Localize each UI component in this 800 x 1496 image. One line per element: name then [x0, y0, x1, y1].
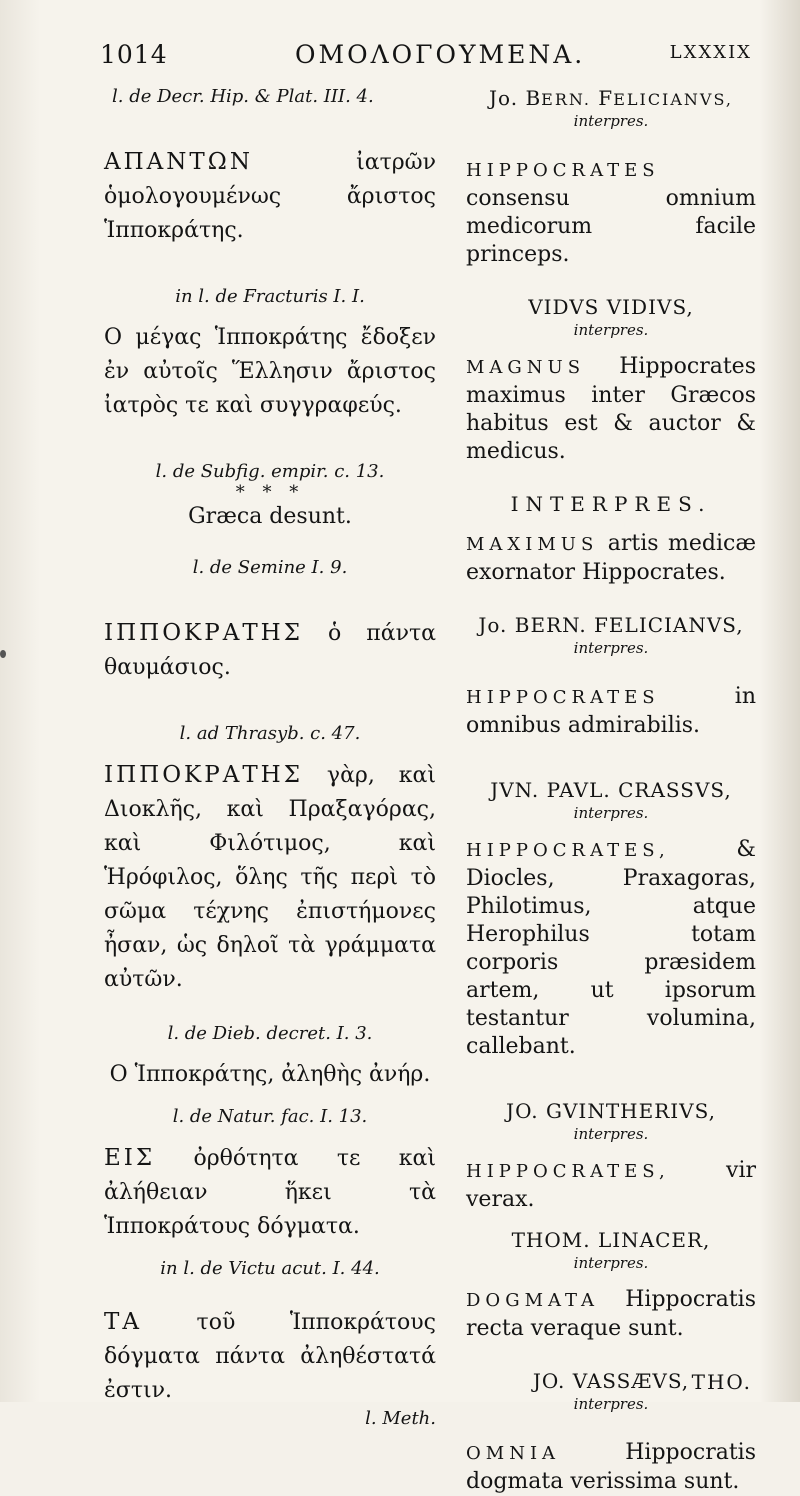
source-reference: l. de Dieb. decret. I. 3. — [167, 1023, 373, 1044]
latin-translation — [466, 1286, 756, 1343]
interpreter-name — [466, 86, 756, 110]
latin-initial-word: DOGMATA — [466, 1290, 600, 1311]
interpreter-role: interpres. — [573, 112, 649, 130]
interpreter-name: JVN. PAVL. CRASSVS, — [490, 778, 732, 802]
latin-text: artis medicæ exornator Hippocrates. — [466, 531, 756, 585]
latin-translation — [466, 836, 756, 1061]
interpreter-name-part: Jo. B — [489, 86, 542, 110]
greek-column — [104, 86, 436, 1429]
interpreter-role: interpres. — [573, 321, 649, 339]
interpreter-name: JO. VASSÆVS, — [532, 1369, 690, 1393]
greek-initial-word: ΤΑ — [104, 1309, 142, 1335]
greek-quote — [104, 145, 436, 248]
latin-translation — [466, 1157, 756, 1214]
interpreter-heading: INTERPRES. — [510, 492, 712, 516]
interpreter-name: VIDVS VIDIVS, — [528, 295, 694, 319]
interpreter-name-part: F — [590, 86, 614, 110]
interpreter-role: interpres. — [573, 639, 649, 657]
latin-translation — [466, 683, 756, 740]
interpreter-name-part: ERN. — [541, 90, 591, 109]
interpreter-role: interpres. — [573, 1254, 649, 1272]
folio-number: LXXXIX — [669, 42, 752, 63]
greek-initial-word: ΑΠΑΝΤΩΝ — [104, 149, 253, 175]
greek-initial-word: ΕΙΣ — [104, 1145, 156, 1171]
interpreter-name: Jo. BERN. FELICIANVS, — [478, 613, 744, 637]
latin-initial-word: MAGNUS — [466, 357, 586, 378]
interpreter-role: interpres. — [573, 1125, 649, 1143]
latin-translation — [466, 1439, 756, 1496]
interpreter-role: interpres. — [573, 1395, 649, 1413]
latin-initial-word: OMNIA — [466, 1443, 561, 1464]
greek-text: τοῦ Ἱπποκράτους δόγματα πάντα ἀληθέστατά ἐστιν. — [104, 1310, 436, 1403]
latin-text: Hippocratis dogmata verissima sunt. — [466, 1440, 756, 1494]
latin-translation — [466, 530, 756, 587]
latin-text: Hippocrates maximus inter Græcos habitus est & auctor & medicus. — [466, 354, 756, 464]
interpreter-name-part: ELICIANVS, — [613, 90, 733, 109]
latin-initial-word: HIPPOCRATES — [466, 160, 660, 181]
latin-text: & Diocles, Praxagoras, Philotimus, atque Herophilus totam corporis præsidem artem, ut ipsorum testantur volumina, callebant. — [466, 837, 756, 1059]
greek-quote — [104, 758, 436, 997]
latin-initial-word: HIPPOCRATES, — [466, 1161, 670, 1182]
greek-text: ἰατρῶν ὁμολογουμένως ἄριστος Ἱπποκράτης. — [104, 150, 436, 243]
source-reference: l. de Natur. fac. I. 13. — [172, 1106, 368, 1127]
greek-text: ὀρθότητα τε καὶ ἀλήθειαν ἥκει τὰ Ἱπποκράτους δόγματα. — [104, 1146, 436, 1239]
source-reference: in l. de Fracturis I. I. — [175, 286, 365, 307]
latin-text: Hippocratis recta veraque sunt. — [466, 1287, 756, 1341]
greek-text: γὰρ, καὶ Διοκλῆς, καὶ Πραξαγόρας, καὶ Φιλότιμος, καὶ Ἡρόφιλος, ὅλης τῆς περὶ τὸ σῶμα τέχνης ἐπιστήμονες ἦσαν, ὡς δηλοῖ τὰ γράμματα αὐτῶν. — [104, 763, 436, 992]
greek-quote: Ο Ἱπποκράτης, ἀληθὴς ἀνήρ. — [109, 1062, 431, 1087]
ink-spot — [0, 650, 6, 658]
greek-quote — [104, 1305, 436, 1408]
latin-translation — [466, 353, 756, 466]
latin-initial-word: HIPPOCRATES — [466, 687, 660, 708]
greek-quote: Ο μέγας Ἱπποκράτης ἔδοξεν ἐν αὐτοῖς Ἕλλησιν ἄριστος ἰατρὸς τε καὶ συγγραφεύς. — [104, 325, 436, 418]
omission-stars: * * * — [235, 482, 305, 503]
source-reference: l. de Subfig. empir. c. 13. — [155, 461, 385, 482]
latin-text: in omnibus admirabilis. — [466, 684, 756, 738]
greek-text: ὁ πάντα θαυμάσιος. — [104, 621, 436, 680]
interpreter-name: THOM. LINACER, — [511, 1228, 711, 1252]
latin-translation — [466, 156, 756, 269]
running-head — [100, 40, 752, 80]
source-reference: l. de Semine I. 9. — [192, 557, 348, 578]
source-reference: l. ad Thrasyb. c. 47. — [179, 723, 361, 744]
latin-text: vir verax. — [466, 1158, 756, 1212]
latin-column — [466, 86, 756, 1496]
greek-missing-note: Græca desunt. — [188, 504, 352, 529]
interpreter-name: JO. GVINTHERIVS, — [506, 1099, 716, 1123]
latin-initial-word: HIPPOCRATES, — [466, 840, 670, 861]
source-reference: in l. de Victu acut. I. 44. — [160, 1258, 380, 1279]
source-reference: l. de Decr. Hip. & Plat. III. 4. — [112, 86, 374, 107]
greek-initial-word: ΙΠΠΟΚΡΑΤΗΣ — [104, 620, 303, 646]
catchword: THO. — [691, 1370, 752, 1394]
greek-quote — [104, 616, 436, 685]
latin-initial-word: MAXIMUS — [466, 534, 599, 555]
running-title: ΟΜΟΛΟΓΟΥΜΕΝΑ. — [295, 40, 586, 69]
greek-initial-word: ΙΠΠΟΚΡΑΤΗΣ — [104, 762, 303, 788]
source-reference: l. Meth. — [365, 1408, 436, 1429]
page-number: 1014 — [100, 40, 168, 69]
interpreter-role: interpres. — [573, 804, 649, 822]
greek-quote — [104, 1141, 436, 1244]
latin-text: consensu omnium medicorum facile princeps. — [466, 186, 756, 267]
